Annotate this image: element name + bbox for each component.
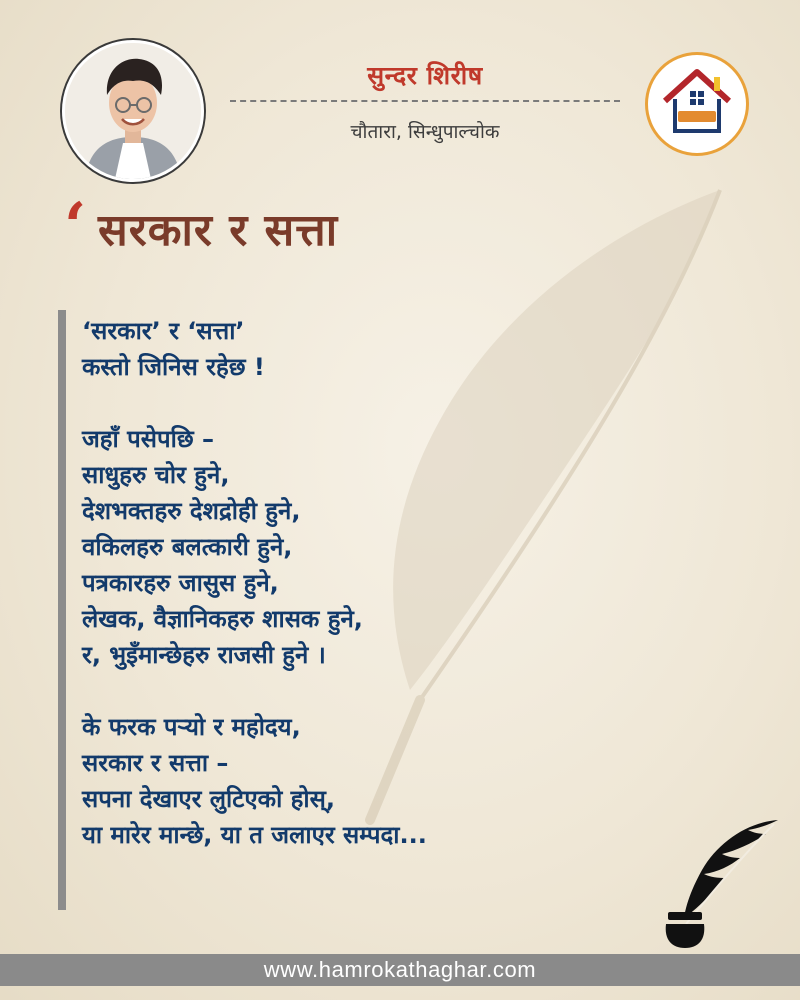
title-quote-mark: ‘ bbox=[64, 189, 87, 264]
site-logo[interactable] bbox=[648, 55, 746, 153]
poem-line: कस्तो जिनिस रहेछ ! bbox=[82, 353, 265, 381]
author-location: चौतारा, सिन्धुपाल्चोक bbox=[350, 121, 500, 143]
poem-line: जहाँ पसेपछि – bbox=[82, 425, 215, 453]
author-avatar bbox=[62, 40, 204, 182]
poem-line: सरकार र सत्ता – bbox=[82, 749, 229, 777]
footer-bar bbox=[0, 954, 800, 986]
website-link[interactable]: www.hamrokathaghar.com bbox=[263, 957, 537, 982]
poem-line: पत्रकारहरु जासुस हुने, bbox=[82, 569, 279, 597]
quill-inkpot-icon bbox=[656, 812, 782, 952]
poem-line: के फरक पऱ्यो र महोदय, bbox=[82, 713, 301, 741]
header-divider bbox=[230, 100, 620, 102]
poem-line: साधुहरु चोर हुने, bbox=[82, 461, 230, 489]
poem-line: सपना देखाएर लुटिएको होस्, bbox=[82, 785, 335, 813]
poem-line: ‘सरकार’ र ‘सत्ता’ bbox=[82, 317, 245, 345]
poem-body bbox=[82, 313, 642, 853]
poem-side-bar bbox=[58, 310, 66, 910]
poem-line: वकिलहरु बलत्कारी हुने, bbox=[82, 533, 293, 561]
poem-line: देशभक्तहरु देशद्रोही हुने, bbox=[82, 497, 301, 525]
poem-line: र, भुइँमान्छेहरु राजसी हुने । bbox=[82, 641, 326, 669]
poem-stanza bbox=[82, 313, 642, 385]
person-photo-icon bbox=[65, 43, 201, 179]
poem-stanza bbox=[82, 709, 642, 853]
poem-title: सरकार र सत्ता bbox=[98, 205, 339, 256]
house-logo-icon bbox=[648, 55, 746, 153]
poem-line: या मारेर मान्छे, या त जलाएर सम्पदा... bbox=[82, 821, 427, 849]
author-name: सुन्दर शिरीष bbox=[367, 61, 483, 90]
poem-stanza bbox=[82, 421, 642, 673]
poem-line: लेखक, वैज्ञानिकहरु शासक हुने, bbox=[82, 605, 363, 633]
